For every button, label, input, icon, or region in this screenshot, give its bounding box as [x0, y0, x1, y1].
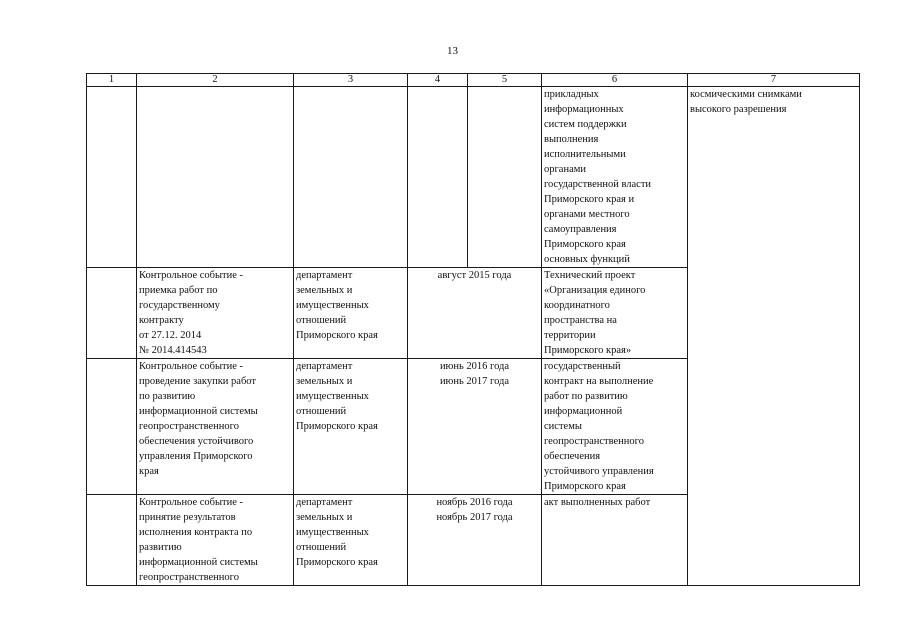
cell-result: акт выполненных работ [542, 495, 688, 586]
page-number: 13 [447, 45, 458, 57]
cell-number [87, 87, 137, 268]
column-header-7: 7 [688, 74, 860, 87]
cell-event: Контрольное событие - проведение закупки работ по развитию информационной системы геопространственного обеспечения устойчивого управления Приморского края [137, 359, 294, 495]
cell-responsible [294, 87, 408, 268]
cell-date-start [408, 87, 468, 268]
column-header-6: 6 [542, 74, 688, 87]
cell-responsible: департамент земельных и имущественных отношений Приморского края [294, 268, 408, 359]
cell-event [137, 87, 294, 268]
column-header-5: 5 [468, 74, 542, 87]
cell-responsible: департамент земельных и имущественных отношений Приморского края [294, 359, 408, 495]
cell-event: Контрольное событие - принятие результатов исполнения контракта по развитию информационной системы геопространственного [137, 495, 294, 586]
cell-result: государственный контракт на выполнение работ по развитию информационной системы геопространственного обеспечения устойчивого управления Приморского края [542, 359, 688, 495]
cell-note: космическими снимками высокого разрешения [688, 87, 860, 586]
header-row [87, 74, 860, 87]
cell-date: ноябрь 2016 года ноябрь 2017 года [408, 495, 542, 586]
cell-date: август 2015 года [408, 268, 542, 359]
table-row [87, 87, 860, 268]
column-header-4: 4 [408, 74, 468, 87]
cell-number [87, 495, 137, 586]
plan-table [86, 73, 860, 586]
cell-date: июнь 2016 года июнь 2017 года [408, 359, 542, 495]
column-header-1: 1 [87, 74, 137, 87]
cell-number [87, 359, 137, 495]
cell-number [87, 268, 137, 359]
cell-event: Контрольное событие - приемка работ по государственному контракту от 27.12. 2014 № 2014.414543 [137, 268, 294, 359]
cell-date-end [468, 87, 542, 268]
column-header-2: 2 [137, 74, 294, 87]
column-header-3: 3 [294, 74, 408, 87]
cell-result: прикладных информационных систем поддержки выполнения исполнительными органами государственной власти Приморского края и органами местного самоуправления Приморского края основных функций [542, 87, 688, 268]
cell-responsible: департамент земельных и имущественных отношений Приморского края [294, 495, 408, 586]
cell-result: Технический проект «Организация единого координатного пространства на территории Приморского края» [542, 268, 688, 359]
